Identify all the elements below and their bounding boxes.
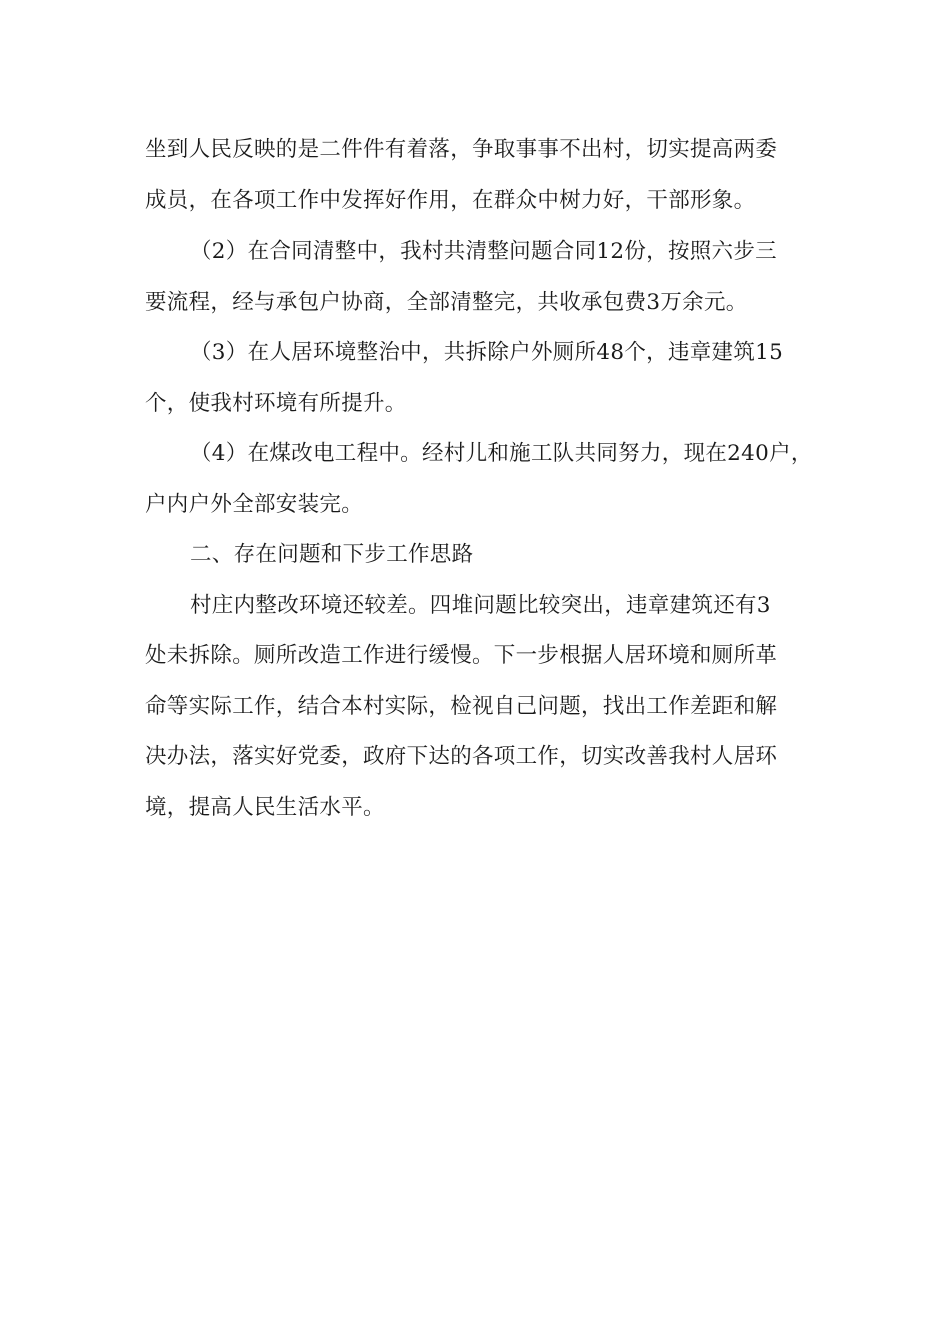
paragraph-1-line-1: 坐到人民反映的是二件件有着落，争取事事不出村，切实提高两委 [145,137,778,162]
paragraph-4-line-2: 户内户外全部安装完。 [145,492,364,517]
paragraph-1-line-2: 成员，在各项工作中发挥好作用，在群众中树力好，干部形象。 [145,188,756,213]
section-heading: 二、存在问题和下步工作思路 [190,542,474,567]
paragraph-5-line-5: 境，提高人民生活水平。 [145,795,385,820]
paragraph-5-line-2: 处未拆除。厕所改造工作进行缓慢。下一步根据人居环境和厕所革 [145,643,778,668]
paragraph-2-line-2: 要流程，经与承包户协商，全部清整完，共收承包费3万余元。 [145,290,748,315]
paragraph-3-line-1: （3）在人居环境整治中，共拆除户外厕所48个，违章建筑15 [190,340,784,365]
paragraph-5-line-3: 命等实际工作，结合本村实际，检视自己问题，找出工作差距和解 [145,694,778,719]
paragraph-4-line-1: （4）在煤改电工程中。经村儿和施工队共同努力，现在240户， [190,441,813,466]
paragraph-5-line-4: 决办法，落实好党委，政府下达的各项工作，切实改善我村人居环 [145,744,778,769]
paragraph-2-line-1: （2）在合同清整中，我村共清整问题合同12份，按照六步三 [190,239,777,264]
paragraph-5-line-1: 村庄内整改环境还较差。四堆问题比较突出，违章建筑还有3 [190,593,771,618]
paragraph-3-line-2: 个，使我村环境有所提升。 [145,391,407,416]
